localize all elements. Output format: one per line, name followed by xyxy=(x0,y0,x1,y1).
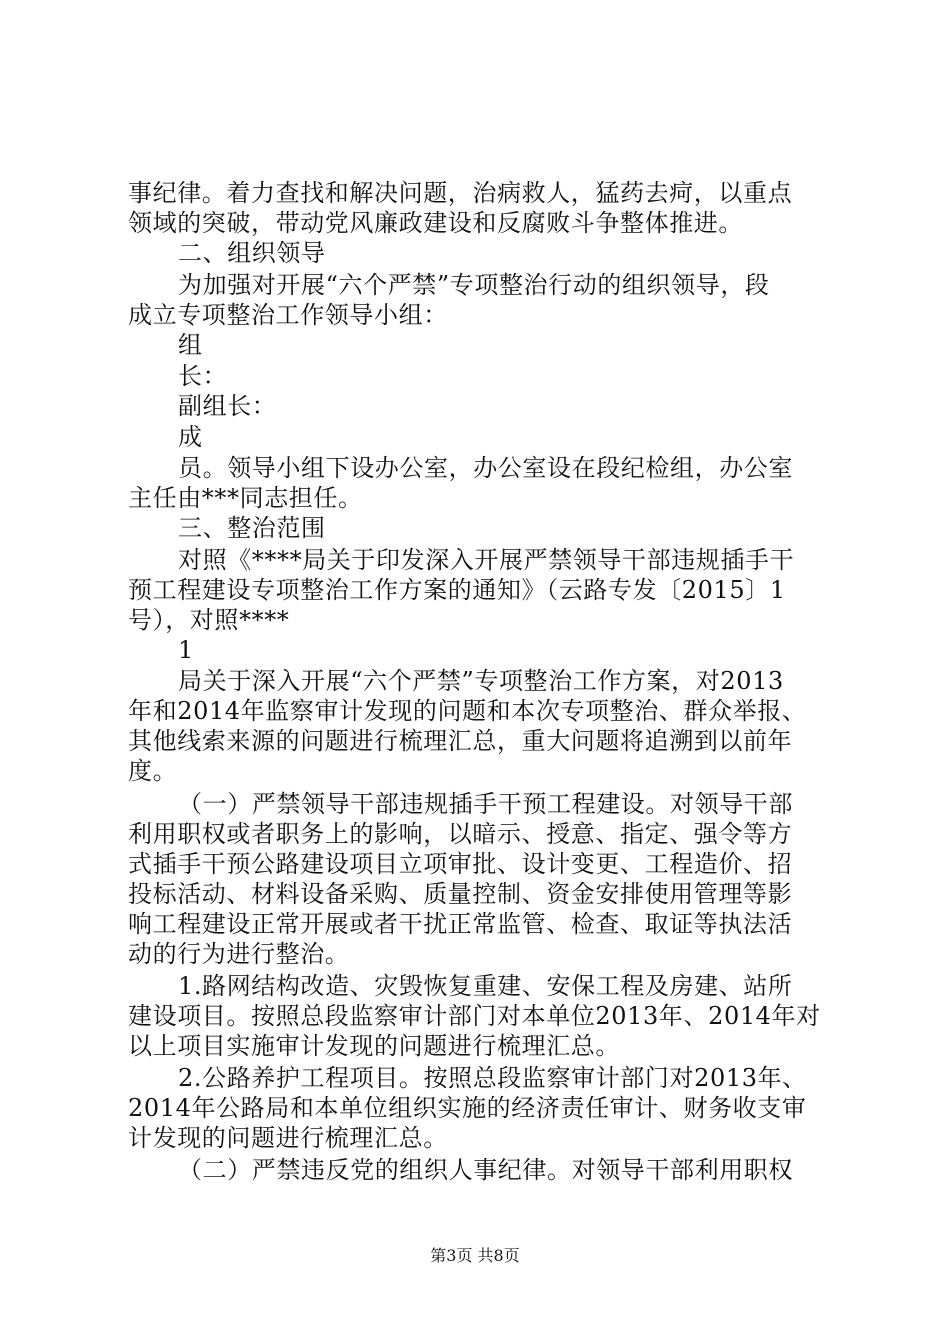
list-item: 1.路网结构改造、灾毁恢复重建、安保工程及房建、站所 xyxy=(178,972,793,1000)
text-line: 度。 xyxy=(128,757,178,785)
section-heading: 二、组织领导 xyxy=(178,239,326,267)
subsection-heading: （一）严禁领导干部违规插手干预工程建设。对领导干部 xyxy=(178,790,793,818)
text-line: 对照《****局关于印发深入开展严禁领导干部违规插手干 xyxy=(178,546,795,574)
text-line: 建设项目。按照总段监察审计部门对本单位2013年、2014年对 xyxy=(128,1002,821,1030)
text-line: 成 xyxy=(178,423,203,451)
text-line: 组 xyxy=(178,331,203,359)
text-line: 主任由***同志担任。 xyxy=(128,484,363,512)
text-line: 局关于深入开展“六个严禁”专项整治工作方案，对2013 xyxy=(178,667,784,695)
text-line: 计发现的问题进行梳理汇总。 xyxy=(128,1124,448,1152)
text-line: 预工程建设专项整治工作方案的通知》（云路专发〔2015〕1 xyxy=(128,576,786,604)
text-line: 领域的突破，带动党风廉政建设和反腐败斗争整体推进。 xyxy=(128,209,743,237)
text-line: 响工程建设正常开展或者干扰正常监管、检查、取证等执法活 xyxy=(128,910,793,938)
text-line: 年和2014年监察审计发现的问题和本次专项整治、群众举报、 xyxy=(128,697,807,725)
subsection-heading: （二）严禁违反党的组织人事纪律。对领导干部利用职权 xyxy=(178,1156,793,1184)
text-line: 其他线索来源的问题进行梳理汇总，重大问题将追溯到以前年 xyxy=(128,727,793,755)
text-line: 为加强对开展“六个严禁”专项整治行动的组织领导，段 xyxy=(178,271,770,299)
page-footer: 第3页 共8页 xyxy=(430,1246,520,1265)
text-line: 投标活动、材料设备采购、质量控制、资金安排使用管理等影 xyxy=(128,880,793,908)
text-line: 利用职权或者职务上的影响，以暗示、授意、指定、强令等方 xyxy=(128,820,793,848)
section-heading: 三、整治范围 xyxy=(178,514,326,542)
text-line: 成立专项整治工作领导小组： xyxy=(128,301,448,329)
text-line: 员。领导小组下设办公室，办公室设在段纪检组，办公室 xyxy=(178,454,793,482)
text-line: 长： xyxy=(178,362,228,390)
text-line: 式插手干预公路建设项目立项审批、设计变更、工程造价、招 xyxy=(128,850,793,878)
list-item: 2.公路养护工程项目。按照总段监察审计部门对2013年、 xyxy=(178,1064,807,1092)
text-line: 副组长： xyxy=(178,392,277,420)
text-line: 号），对照**** xyxy=(128,606,290,634)
text-line: 以上项目实施审计发现的问题进行梳理汇总。 xyxy=(128,1032,620,1060)
text-line: 1 xyxy=(178,636,194,664)
text-line: 事纪律。着力查找和解决问题，治病救人，猛药去疴，以重点 xyxy=(128,179,793,207)
text-line: 2014年公路局和本单位组织实施的经济责任审计、财务收支审 xyxy=(128,1094,807,1122)
text-line: 动的行为进行整治。 xyxy=(128,940,350,968)
